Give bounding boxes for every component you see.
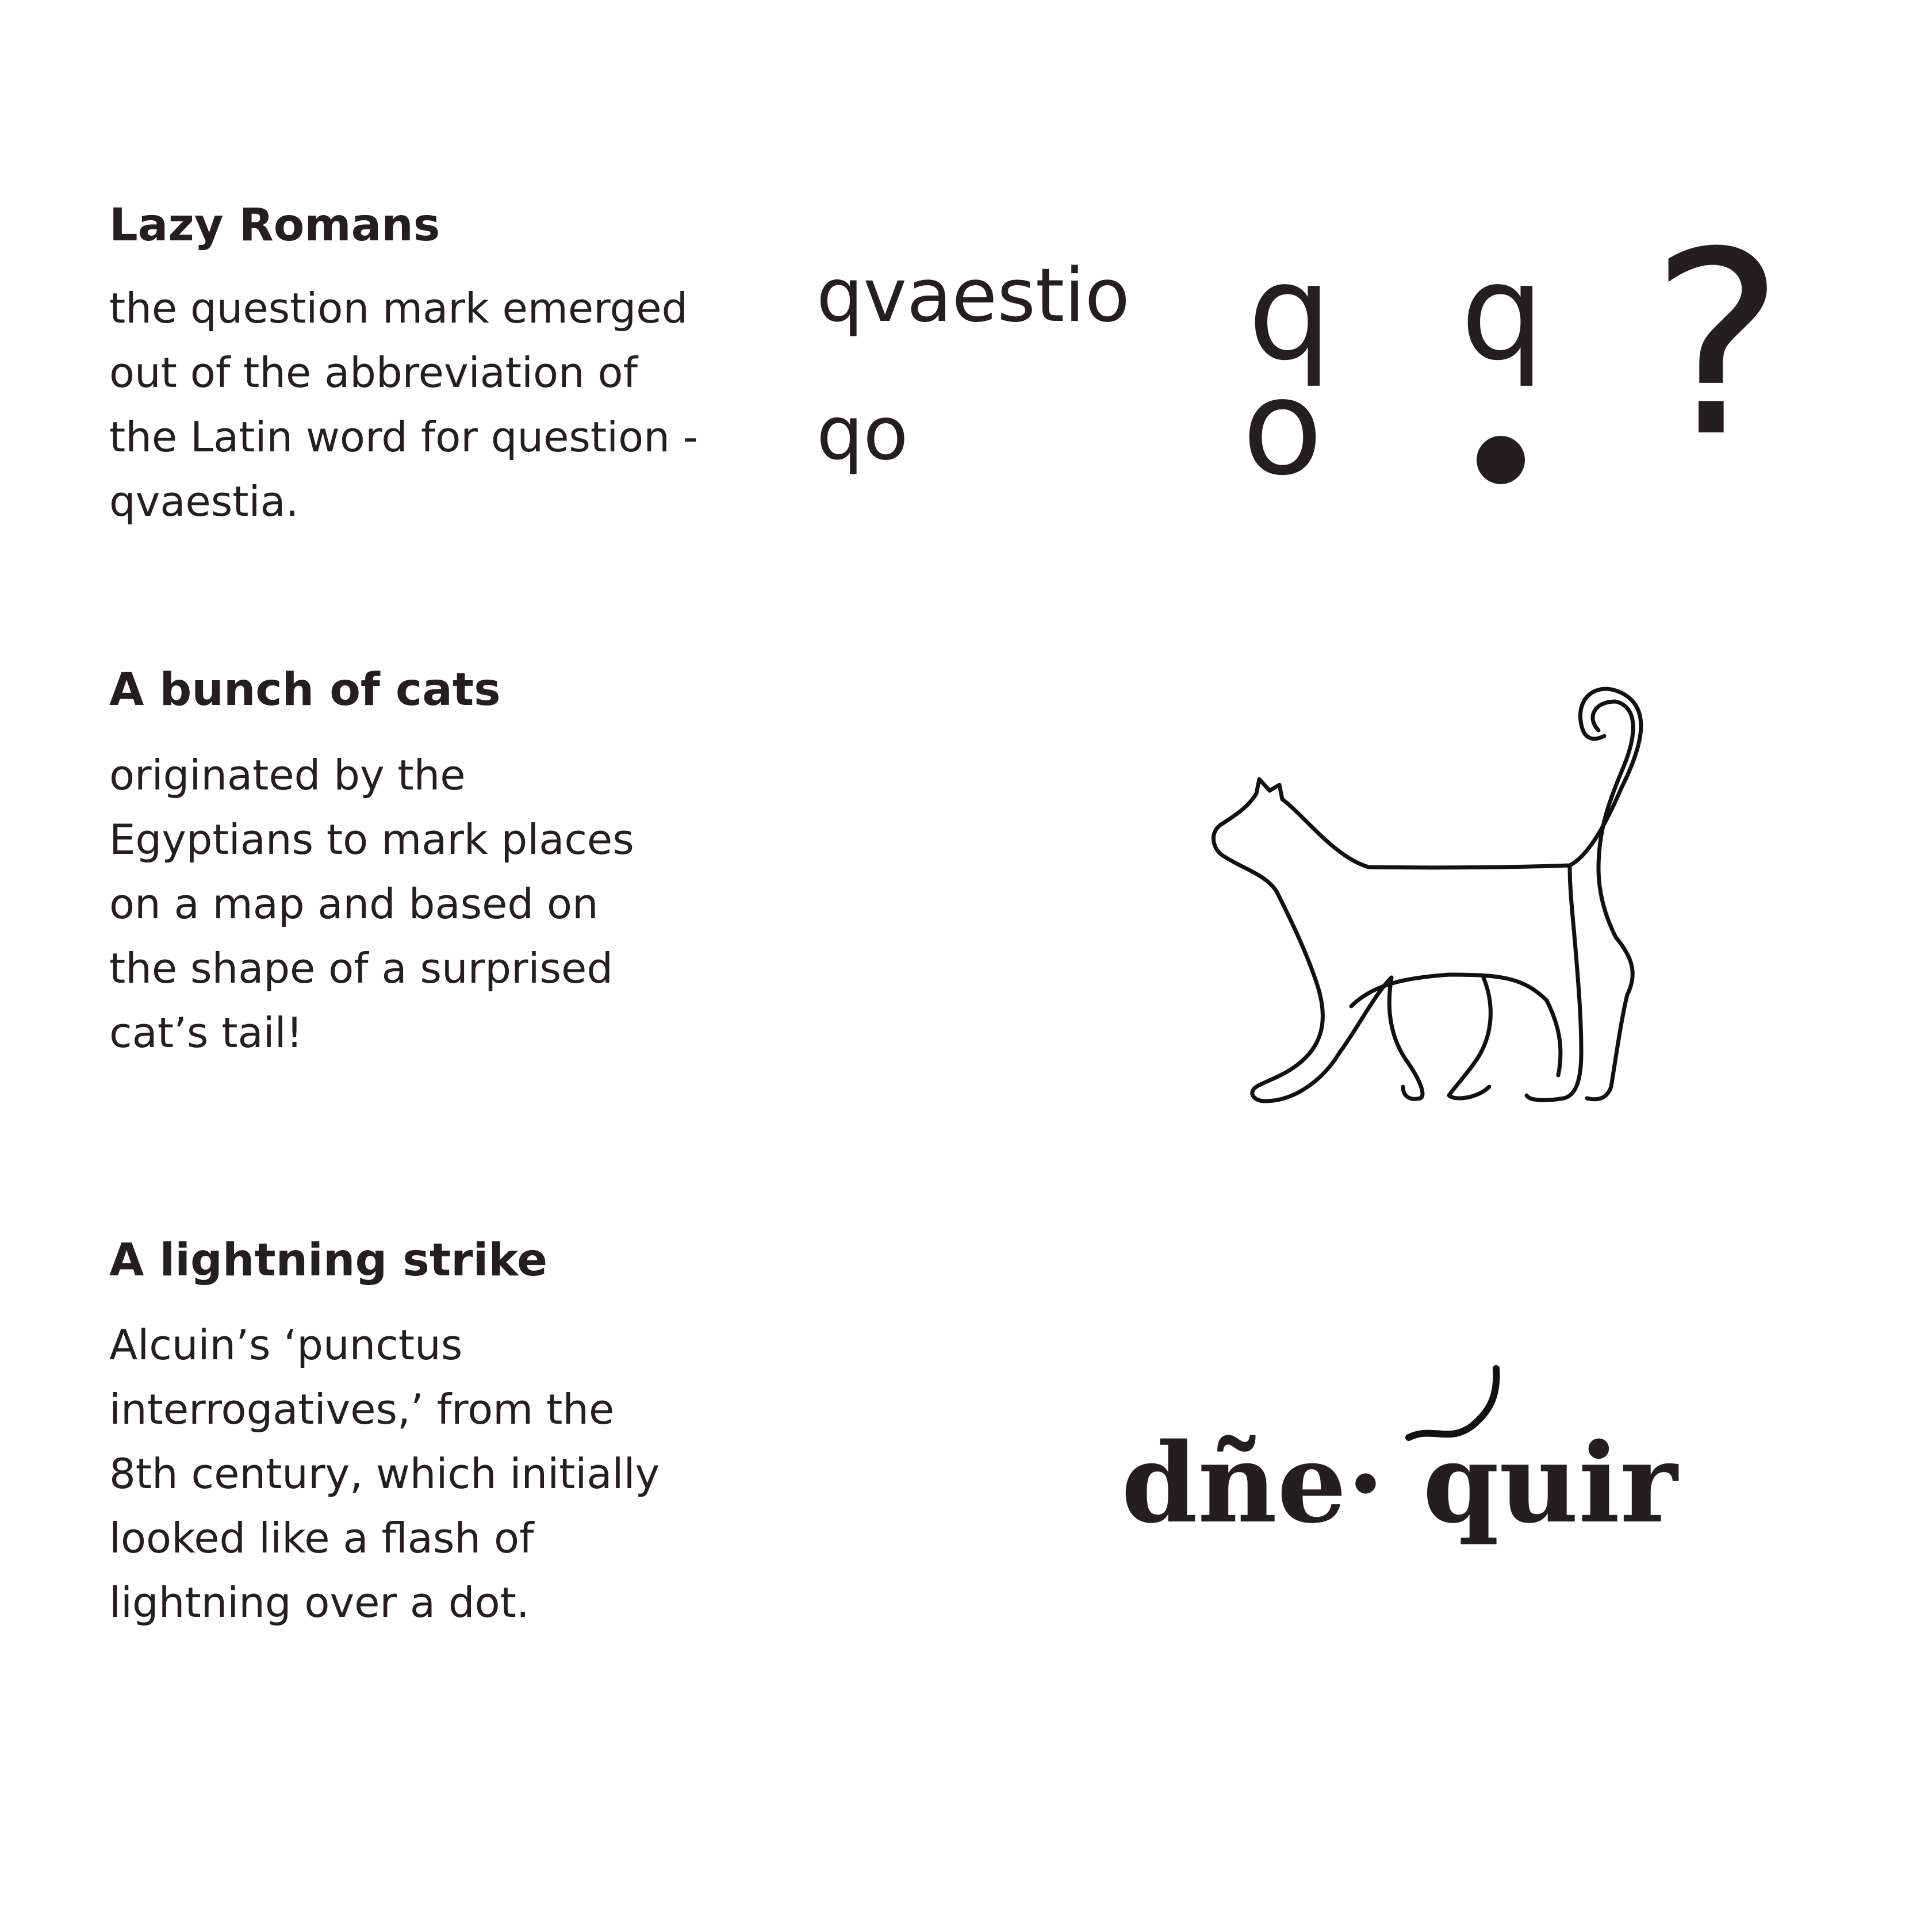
manuscript-text: dñe· quir [1121, 1419, 1678, 1547]
section-body-lazy-romans [109, 276, 698, 534]
cat-silhouette-icon [1202, 684, 1685, 1133]
glyph-stage2-q: q [1460, 236, 1544, 390]
body-line: lightning over a dot. [109, 1578, 530, 1627]
body-line: Alcuin’s ‘punctus [109, 1321, 463, 1369]
body-line: Egyptians to mark places [109, 815, 634, 864]
body-line: 8th century, which initially [109, 1450, 660, 1498]
body-line: interrogatives,’ from the [109, 1385, 615, 1433]
section-heading-lazy-romans: Lazy Romans [109, 200, 440, 251]
body-line: looked like a flash of [109, 1514, 534, 1562]
body-line: originated by the [109, 751, 466, 799]
dot-icon [1473, 432, 1531, 490]
body-line: the question mark emerged [109, 284, 688, 332]
section-body-lightning [109, 1313, 660, 1635]
body-line: qvaestia. [109, 477, 299, 526]
body-line: on a map and based on [109, 880, 599, 928]
word-qvaestio: qvaestio [816, 253, 1130, 339]
body-line: the shape of a surprised [109, 944, 614, 992]
word-qo: qo [816, 391, 908, 477]
glyph-stage1-o: o [1242, 351, 1323, 505]
section-body-cats [109, 743, 634, 1065]
section-heading-cats: A bunch of cats [109, 664, 501, 716]
manuscript-lightning-icon [1397, 1357, 1512, 1472]
glyph-question-mark: ? [1650, 198, 1785, 492]
body-line: cat’s tail! [109, 1009, 303, 1057]
body-line: out of the abbreviation of [109, 348, 638, 397]
section-heading-lightning: A lightning strike [109, 1235, 548, 1286]
glyph-stage1-q: q [1248, 236, 1332, 390]
body-line: the Latin word for question - [109, 413, 698, 461]
